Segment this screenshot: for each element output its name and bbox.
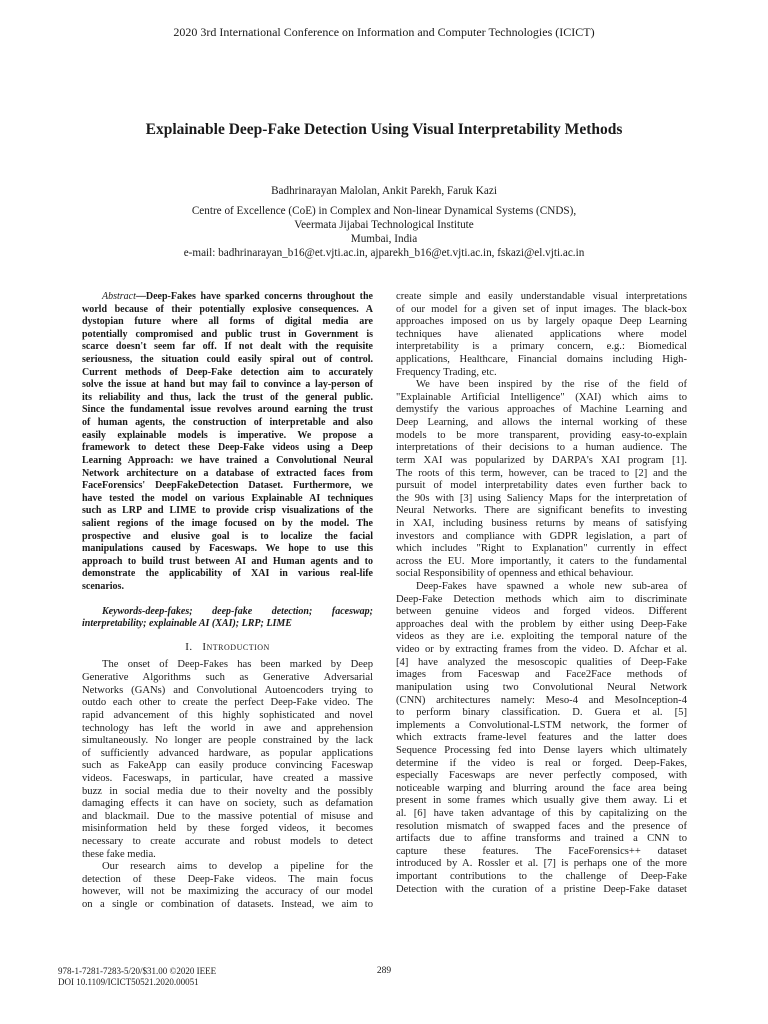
text-line: investors and compliance with GDPR legislation, a part of <box>396 530 687 542</box>
text-line: world because of their potentially explosive consequences. A <box>82 303 373 315</box>
text-line: scenarios. <box>82 581 124 593</box>
text-line: videos. Faceswaps, in particular, have created a massive <box>82 772 373 784</box>
text-line: Our research aims to develop a pipeline for the <box>102 861 373 873</box>
text-line: across the EU. More importantly, it caters to the fundamental <box>396 555 687 567</box>
text-line: techniques have alienated applications where model <box>396 328 687 340</box>
affiliation-line: Centre of Excellence (CoE) in Complex and Non-linear Dynamical Systems (CNDS), <box>191 205 577 217</box>
text-line: Detection with the curation of a pristine Deep-Fake dataset <box>396 883 687 895</box>
text-line: framework to detect these Deep-Fake videos using a Deep <box>82 442 373 454</box>
text-line: demonstrate the applicability of XAI in various real-life <box>82 568 373 580</box>
text-line: have tested the model on various Explainable AI techniques <box>82 492 373 504</box>
text-line: and blackmail. Due to the massive potential of misuse and <box>82 810 373 822</box>
text-line: prospective and elusive goal is to localize the facial <box>82 530 373 542</box>
text-line: the 90s with [3] using Saliency Maps for the interpretation of <box>396 492 687 504</box>
keywords-label: Keywords- <box>102 605 146 617</box>
text-line: in XAI, including business returns by means of satisfying <box>396 517 687 529</box>
section-number: I. <box>185 640 193 653</box>
text-line: Generative Algorithms such as Generative Adversarial <box>82 672 373 684</box>
text-line: salient regions of the image focused on by the model. The <box>82 517 373 529</box>
left-column <box>82 291 373 912</box>
text-line: manipulation using two Convolutional Neural Network <box>396 681 687 693</box>
text-line: video or by extracting frames from the video. D. Afchar et al. <box>396 644 687 656</box>
text-line: noticeable warping and blurring around the face area being <box>396 782 687 794</box>
text-line: detection of these Deep-Fake videos. The main focus <box>82 873 373 885</box>
text-line: of sufficiently advanced hardware, as popular applications <box>82 747 373 759</box>
right-paragraph-3 <box>396 581 687 896</box>
text-line: damaging effects it can have on society, such as defamation <box>82 798 373 810</box>
text-line: Deep-Fake Detection methods which aim to discriminate <box>396 593 687 605</box>
text-line: interpretability; explainable AI (XAI); LRP; LIME <box>82 618 292 630</box>
text-line: scarce doesn't seem far off. If not dealt with the requisite <box>82 341 373 353</box>
text-line: technology has left the world in awe and apprehension <box>82 722 373 734</box>
text-line: Frequency Trading, etc. <box>396 366 497 378</box>
text-line: important contributions to the challenge of Deep-Fake <box>396 871 687 883</box>
text-line: its reliability and thus, lack the trust of the general public. <box>82 391 373 403</box>
text-line: images from Faceswap and Face2Face methods of <box>396 669 687 681</box>
text-line: easily explainable models is imperative. We propose a <box>82 429 373 441</box>
intro-paragraph-2 <box>82 861 373 911</box>
text-line: implements a Convolutional-LSTM network, the former of <box>396 719 687 731</box>
text-line: Deep Learning, and allows the internal working of these <box>396 417 687 429</box>
text-line: Neural Networks. There are significant benefits to investing <box>396 505 687 517</box>
right-paragraph-2 <box>396 379 687 581</box>
text-line-body: deep-fakes; deep-fake detection; faceswap; <box>145 605 373 617</box>
text-line: especially Faceswaps are never perfectly composed, with <box>396 770 687 782</box>
right-paragraph-1 <box>396 291 687 379</box>
section-title: Introduction <box>202 640 270 653</box>
text-line: these fake media. <box>82 848 156 860</box>
text-line: interpretability is a primary concern, e.g.: Biomedical <box>396 341 687 353</box>
text-line: dystopian future where all forms of digital media are <box>82 316 373 328</box>
text-line: models to be more transparent, providing easy-to-explain <box>396 429 687 441</box>
text-line: Learning Approach: we have trained a Convolutional Neural <box>82 454 373 466</box>
text-line: approaches deal with the problem by either using Deep-Fake <box>396 618 687 630</box>
text-line: of human agents, the construction of interpretable and also <box>82 417 373 429</box>
page-number: 289 <box>376 966 392 976</box>
text-line: The onset of Deep-Fakes has been marked by Deep <box>102 659 373 671</box>
text-line: such as LRP and LIME to provide crisp visualizations of the <box>82 505 373 517</box>
text-line <box>82 606 373 619</box>
text-line: Networks (GANs) and Convolutional Autoencoders trying to <box>82 684 373 696</box>
text-line: outdo each other to create the perfect Deep-Fake video. The <box>82 697 373 709</box>
isbn-line: 978-1-7281-7283-5/20/$31.00 ©2020 IEEE <box>58 966 217 976</box>
text-line: The roots of this term, however, can be traced to [2] and the <box>396 467 687 479</box>
doi-line: DOI 10.1109/ICICT50521.2020.00051 <box>58 977 199 987</box>
text-line: Deep-Fakes have spawned a whole new sub-area of <box>416 581 687 593</box>
text-line: artifacts due to affine transforms and trained a CNN to <box>396 833 687 845</box>
text-line: create simple and easily understandable visual interpretations <box>396 291 687 302</box>
text-line: of our model for a given set of input images. The black-box <box>396 303 687 315</box>
abstract <box>82 291 373 594</box>
text-line: which includes "Right to Explanation" currently in effect <box>396 543 687 555</box>
text-line: present in some frames which usually give them away. Li et <box>396 795 687 807</box>
text-line: such as FakeApp can easily produce convincing Faceswap <box>82 760 373 772</box>
text-line: Since the fundamental issue revolves around earning the trust <box>82 404 373 416</box>
text-line: resolution mismatch of swapped faces and the presence of <box>396 820 687 832</box>
intro-paragraph-1 <box>82 659 373 861</box>
text-line <box>82 291 373 304</box>
text-line: Current methods of Deep-Fake detection aim to accurately <box>82 366 373 378</box>
text-line: introduced by A. Rossler et al. [7] is perhaps one of the more <box>396 858 687 870</box>
text-line: [4] have analyzed the mesoscopic qualities of Deep-Fake <box>396 656 687 668</box>
text-line: FaceForensics' DeepFakeDetection Dataset. Furthermore, we <box>82 480 373 492</box>
text-line: demystify the various approaches of Machine Learning and <box>396 404 687 416</box>
paper-title: Explainable Deep-Fake Detection Using Visual Interpretability Methods <box>145 121 623 138</box>
text-line: misinformation held by these forged videos, it becomes <box>82 823 373 835</box>
text-line: approaches imposed on us by largely opaque Deep Learning <box>396 316 687 328</box>
text-line: approach to build trust between AI and Human agents and to <box>82 555 373 567</box>
section-heading <box>82 641 373 654</box>
text-line: solve the issue at hand but may fail to convince a lay-person of <box>82 379 373 391</box>
author-list: Badhrinarayan Malolan, Ankit Parekh, Faruk Kazi <box>271 185 497 197</box>
abstract-label: Abstract <box>102 291 136 302</box>
affiliation-line: Veermata Jijabai Technological Institute <box>294 219 474 231</box>
text-line: determine if the video is real or forged. Deep-Fakes, <box>396 757 687 769</box>
text-line: "Explainable Artificial Intelligence" (XAI) which aims to <box>396 391 687 403</box>
affiliation-line: Mumbai, India <box>350 233 418 245</box>
text-line: term XAI was popularized by DARPA's XAI program [1]. <box>396 454 687 466</box>
email-line: e-mail: badhrinarayan_b16@et.vjti.ac.in, ajparekh_b16@et.vjti.ac.in, fskazi@el.vjti.ac.in <box>183 247 585 259</box>
text-line: interpretations of their decisions to a human audience. The <box>396 442 687 454</box>
text-line: (CNN) architectures namely: Meso-4 and MesoInception-4 <box>396 694 687 706</box>
conference-header: 2020 3rd International Conference on Information and Computer Technologies (ICICT) <box>173 25 595 39</box>
text-line: Network architecture on a database of extracted faces from <box>82 467 373 479</box>
text-line: buzz in social media due to their novelty and the possibly <box>82 785 373 797</box>
text-line: applications, Healthcare, Financial domains including High- <box>396 354 687 366</box>
text-line: capture these features. The FaceForensics++ dataset <box>396 845 687 857</box>
text-line: necessary to create accurate and robust models to detect <box>82 836 373 847</box>
text-line: social Responsibility of openness and ethical behaviour. <box>396 568 634 580</box>
text-line: however, will not be maximizing the accuracy of our model <box>82 886 373 898</box>
text-line: potentially compromised and public trust in Government is <box>82 328 373 340</box>
text-line: manipulations caused by Faceswaps. We hope to use this <box>82 543 373 555</box>
text-line: seriousness, the situation could easily spiral out of control. <box>82 354 373 366</box>
text-line: simultaneously. No longer are people constrained by the lack <box>82 735 373 747</box>
text-line: Sequence Processing fed into Dense layers which ultimately <box>396 744 687 756</box>
right-column <box>396 291 687 896</box>
text-line: al. [6] have taken advantage of this by capitalizing on the <box>396 807 687 819</box>
text-line-body: —Deep-Fakes have sparked concerns throughout the <box>135 291 373 302</box>
text-line: on a single or combination of datasets. Instead, we aim to <box>82 899 373 911</box>
text-line: rapid advancement of this highly sophisticated and novel <box>82 709 373 721</box>
text-line: pursuit of model interpretability dates even further back to <box>396 480 687 492</box>
text-line: We have been inspired by the rise of the field of <box>416 379 687 391</box>
text-line: between genuine videos and forged videos. Different <box>396 606 687 618</box>
text-line: which extracts frame-level features and the latter does <box>396 732 687 744</box>
text-line: to perform binary classification. D. Guera et al. [5] <box>396 707 687 719</box>
text-line: videos as they are i.e. exploiting the temporal nature of the <box>396 631 687 643</box>
keywords <box>82 606 373 631</box>
